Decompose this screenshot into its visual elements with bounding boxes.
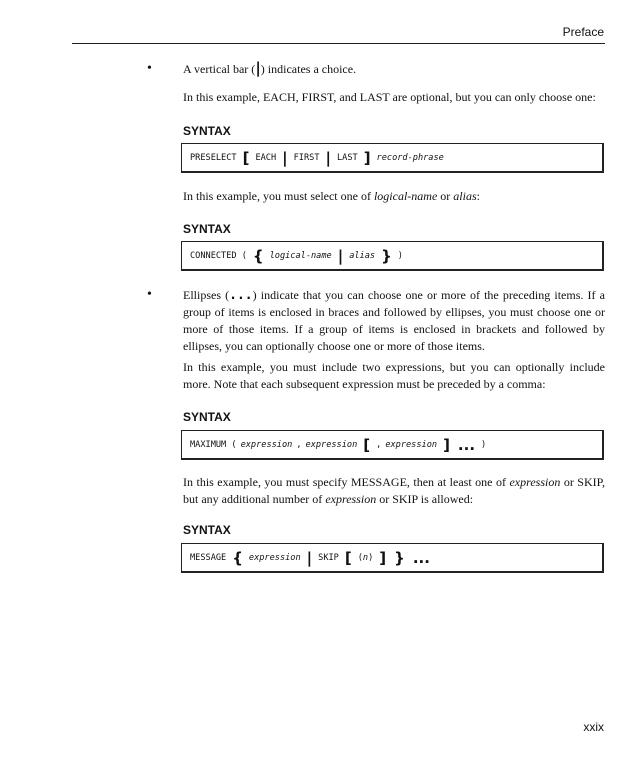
syntax-box-message <box>181 543 604 573</box>
text: ) indicate that you can choose one or more of the preceding items. If a group of items is enclosed in braces and followed by ellipses, you must choose one or more of those items. If a group of items is enclosed in brackets and followed by ellipses, you can optionally choose one or more of those items. <box>183 288 605 353</box>
brace-open: { <box>252 246 264 265</box>
paragraph-example-4 <box>183 474 605 508</box>
syntax-box-connected <box>181 241 604 271</box>
bracket-open: [ <box>242 148 250 167</box>
bar-symbol: | <box>282 148 288 167</box>
syntax-box-preselect <box>181 143 604 173</box>
paragraph-example-1: In this example, EACH, FIRST, and LAST are optional, but you can only choose one: <box>183 90 596 104</box>
page-number: xxix <box>583 720 604 734</box>
paren-close: ) <box>368 552 374 563</box>
ellipsis-symbol: ... <box>412 548 430 567</box>
keyword: ) <box>481 439 487 450</box>
paren-open: ( <box>357 552 363 563</box>
comma: , <box>376 439 382 450</box>
text: ) indicates a choice. <box>260 62 357 76</box>
term: alias <box>453 189 477 203</box>
bracket-close: ] <box>363 148 371 167</box>
variable: expression <box>305 439 358 450</box>
bar-symbol: | <box>325 148 331 167</box>
keyword: MESSAGE <box>190 552 227 563</box>
bracket-close: ] <box>443 435 450 454</box>
paragraph-example-2 <box>183 188 605 205</box>
term: expression <box>509 475 561 489</box>
syntax-heading: SYNTAX <box>183 410 231 424</box>
bracket-open: [ <box>344 548 352 567</box>
text: or SKIP is allowed: <box>376 492 474 506</box>
term: expression <box>325 492 377 506</box>
text: A vertical bar ( <box>183 62 256 76</box>
text: : <box>476 189 480 203</box>
variable: record-phrase <box>376 152 444 163</box>
brace-close: } <box>394 548 405 567</box>
keyword: ) <box>397 250 403 261</box>
variable: expression <box>385 439 438 450</box>
paragraph-example-3: In this example, you must include two expressions, but you can optionally include more. Note that each subsequent expression must be preceded by a comma: <box>183 360 605 391</box>
variable: logical-name <box>269 250 332 261</box>
bracket-open: [ <box>363 435 371 454</box>
header-divider <box>72 43 605 44</box>
keyword: FIRST <box>293 152 320 163</box>
bullet-marker: • <box>147 61 152 76</box>
ellipsis-symbol: ... <box>229 288 253 303</box>
keyword: SKIP <box>318 552 339 563</box>
bracket-close: ] <box>379 548 387 567</box>
text: or SKIP, but any additional number of <box>183 475 605 506</box>
text: or <box>437 189 454 203</box>
text: In this example, you must specify MESSAGE, then at least one of <box>183 475 510 489</box>
brace-open: { <box>232 548 243 567</box>
syntax-heading: SYNTAX <box>183 523 231 537</box>
text: Ellipses ( <box>183 288 230 302</box>
ellipsis-symbol: ... <box>457 435 476 454</box>
text: In this example, you must select one of <box>183 189 374 203</box>
keyword: PRESELECT <box>190 152 237 163</box>
syntax-box-maximum <box>181 430 604 460</box>
running-header-title: Preface <box>562 25 604 39</box>
bar-symbol: | <box>306 548 313 567</box>
comma: , <box>296 439 302 450</box>
vertical-bar-symbol: | <box>255 59 261 77</box>
syntax-heading: SYNTAX <box>183 124 231 138</box>
term: logical-name <box>373 189 438 203</box>
variable: n <box>362 552 369 563</box>
keyword: MAXIMUM ( <box>190 439 237 450</box>
paragraph-ellipses <box>183 287 605 355</box>
variable: expression <box>248 552 301 563</box>
keyword: LAST <box>336 152 358 163</box>
bar-symbol: | <box>337 246 344 265</box>
variable: expression <box>240 439 293 450</box>
brace-close: } <box>381 246 392 265</box>
keyword: CONNECTED ( <box>190 250 247 261</box>
variable: alias <box>349 250 376 261</box>
syntax-heading: SYNTAX <box>183 222 231 236</box>
bullet-marker: • <box>147 287 152 302</box>
paragraph-vertical-bar <box>183 61 605 78</box>
keyword: EACH <box>255 152 277 163</box>
